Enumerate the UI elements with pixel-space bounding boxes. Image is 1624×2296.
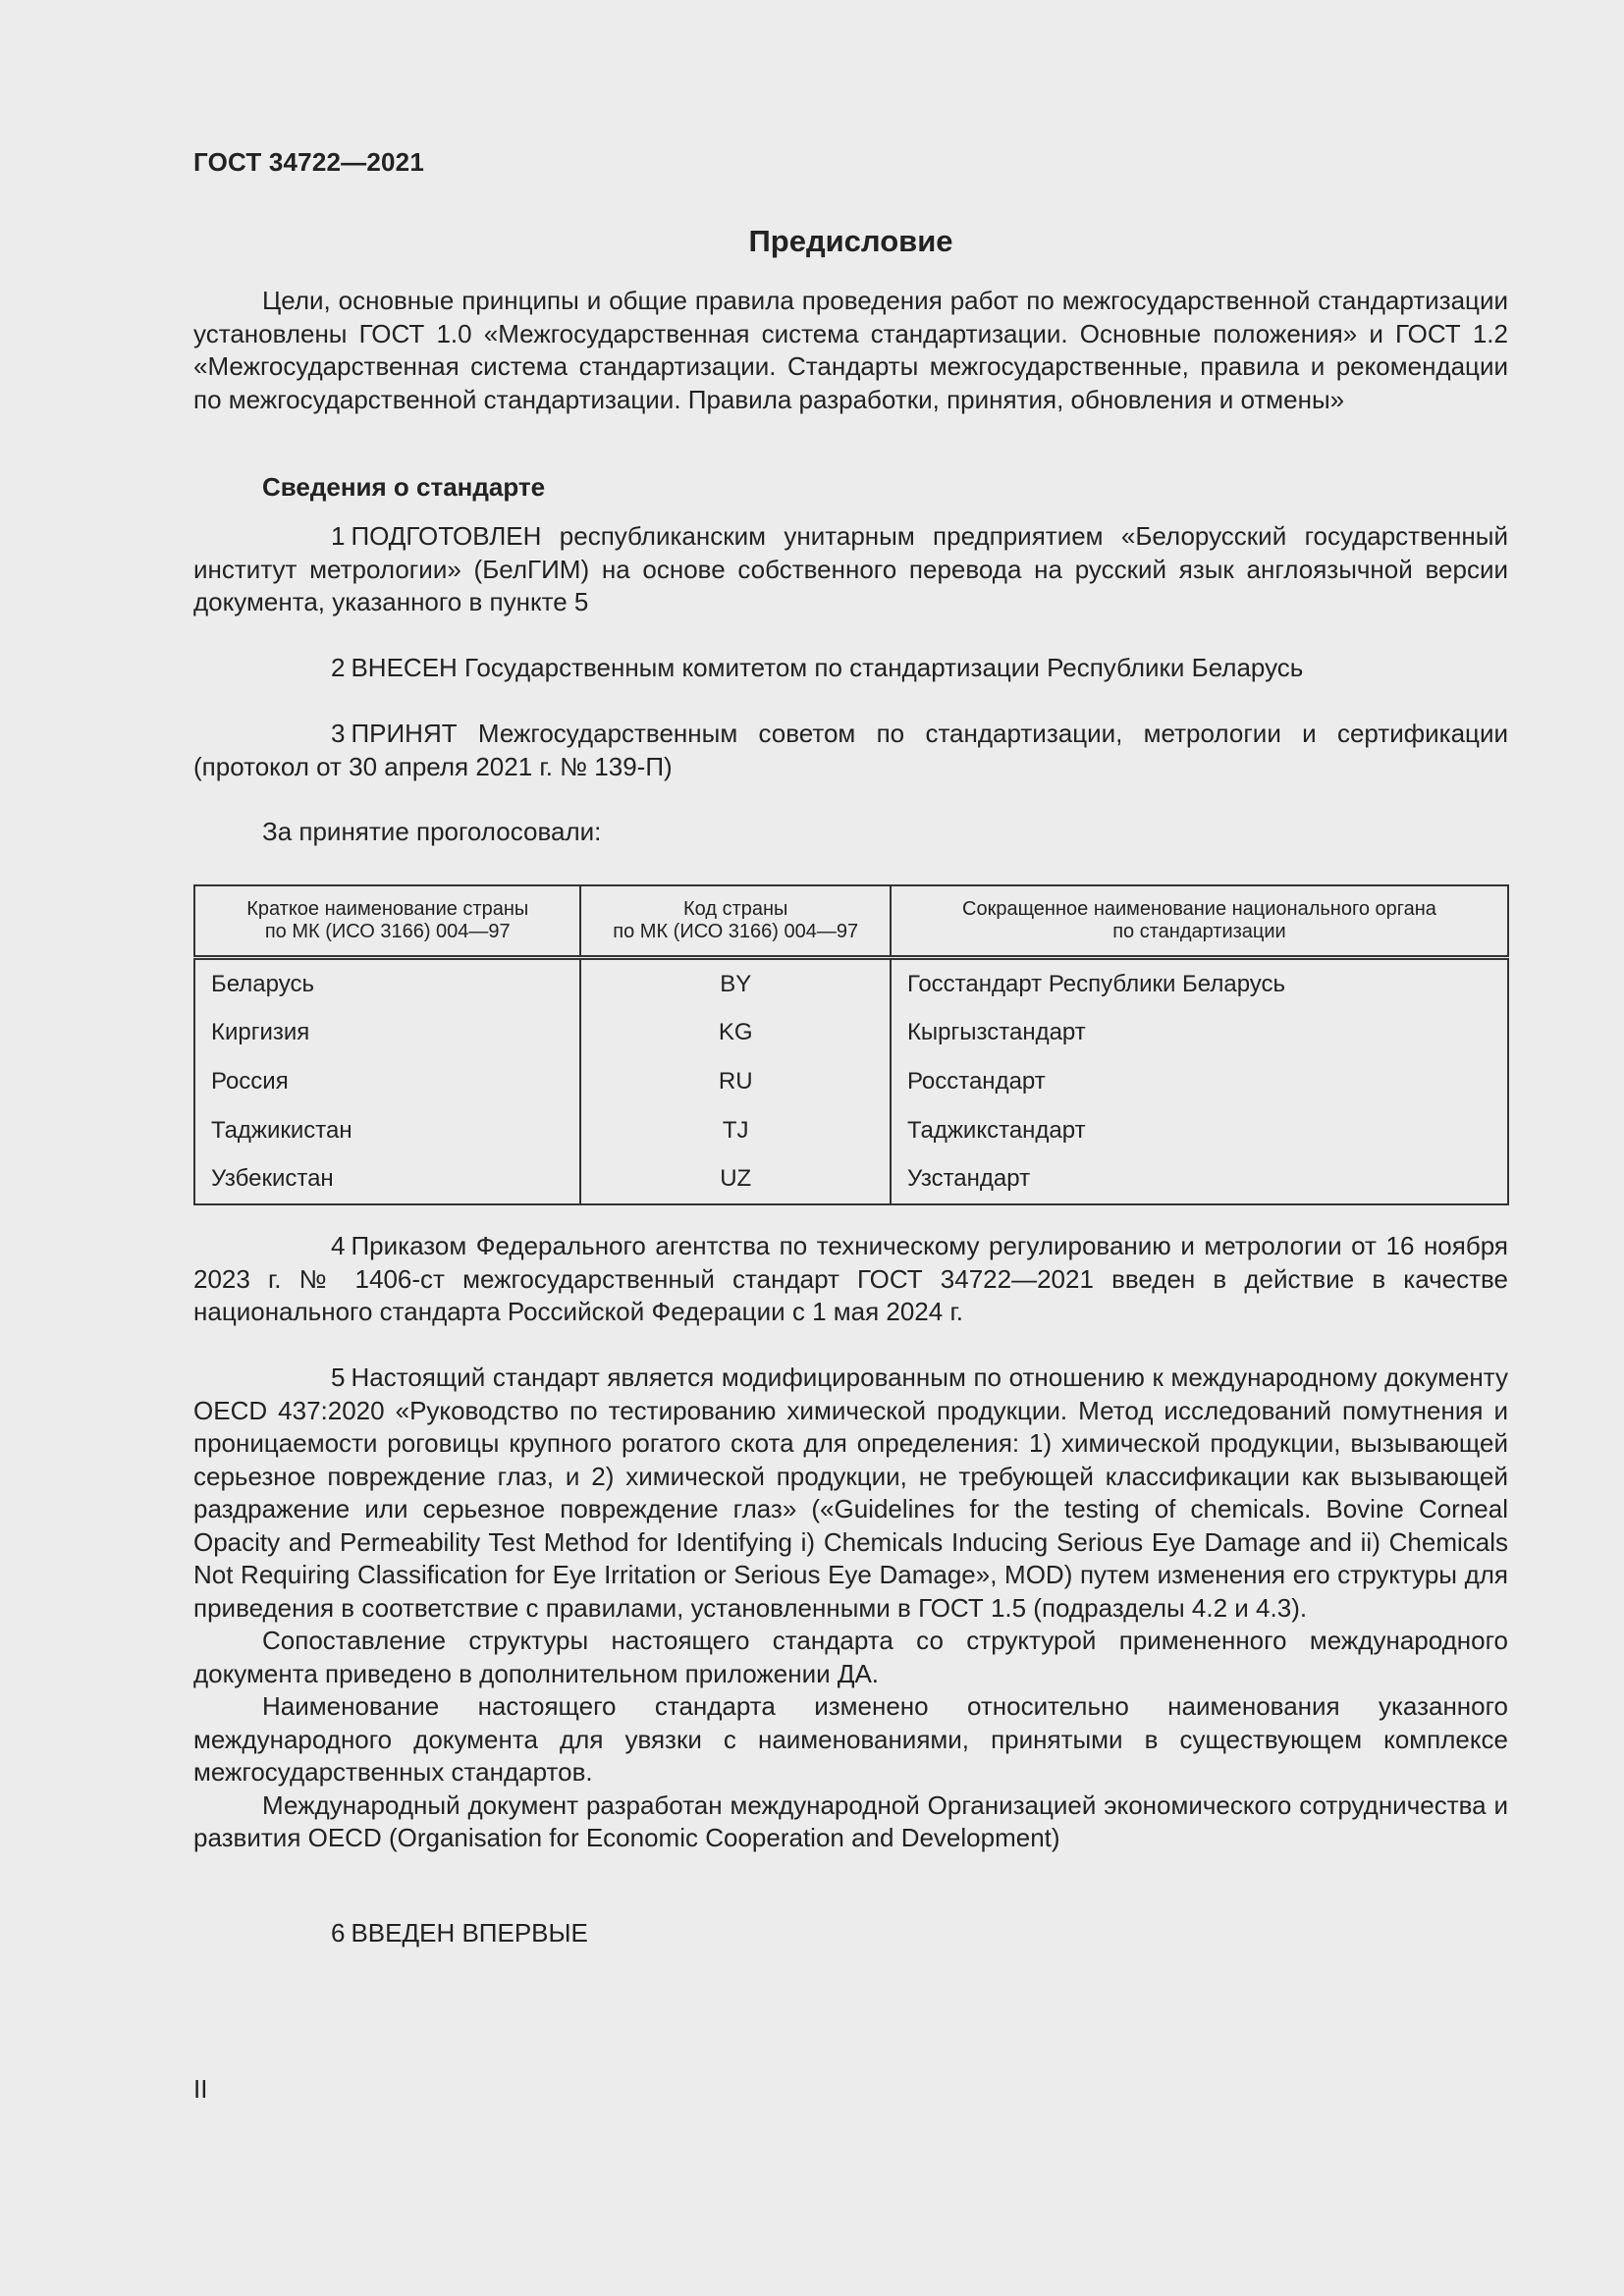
item-number: 4 (331, 1231, 346, 1260)
code-cell: TJ (580, 1106, 890, 1155)
voted-label: За принятие проголосовали: (262, 817, 602, 846)
item-text: Настоящий стандарт является модифицированным по отношению к международному документу OECD 437:2020 «Руководство по тестированию химической продукции. Метод исследований помутнения и проницаемости роговицы крупного рогатого скота для определения: 1) химической продукции, вызывающей серьезное повреждение глаз, и 2) химической продукции, не требующей классификации как вызывающей раздражение или серьезное повреждение глаз» («Guidelines for the testing of chemicals. Bovine Corneal Opacity and Permeability Test Method for Identifying i) Chemicals Inducing Serious Eye Damage and ii) Chemicals Not Requiring Classification for Eye Irritation or Serious Eye Damage», MOD) путем изменения его структуры для приведения в соответствие с правилами, установленными в ГОСТ 1.5 (подразделы 4.2 и 4.3). (193, 1362, 1508, 1623)
item-number: 5 (331, 1362, 346, 1392)
item-number: 2 (331, 653, 346, 682)
table-row (194, 1154, 1508, 1204)
table-row (194, 1106, 1508, 1155)
item-5-paragraph-1 (193, 1362, 1508, 1625)
intro-paragraph: Цели, основные принципы и общие правила проведения работ по межгосударственной стандартизации установлены ГОСТ 1.0 «Межгосударственная система стандартизации. Основные положения» и ГОСТ 1.2 «Межгосударственная система стандартизации. Стандарты межгосударственные, правила и рекомендации по межгосударственной стандартизации. Правила разработки, принятия, обновления и отмены» (193, 286, 1508, 414)
table-header-row (194, 885, 1508, 958)
item-number: 3 (331, 719, 346, 748)
body-cell: Кыргызстандарт (891, 1009, 1508, 1058)
page-title: Предисловие (748, 224, 953, 258)
item-text: Приказом Федерального агентства по техническому регулированию и метрологии от 16 ноября 2023 г. № 1406-ст межгосударственный стандарт ГОСТ 34722—2021 введен в действие в качестве национального стандарта Российской Федерации с 1 мая 2024 г. (193, 1231, 1508, 1326)
country-cell: Россия (194, 1057, 580, 1106)
info-heading: Сведения о стандарте (262, 472, 546, 502)
body-cell: Таджикстандарт (891, 1106, 1508, 1155)
column-header-body: Сокращенное наименование национального органа по стандартизации (891, 885, 1508, 958)
column-header-country: Краткое наименование страны по МК (ИСО 3166) 004—97 (194, 885, 580, 958)
item-1 (193, 520, 1508, 619)
item-5-paragraph-3: Наименование настоящего стандарта изменено относительно наименования указанного международного документа для увязки с наименованиями, принятыми в существующем комплексе межгосударственных стандартов. (193, 1691, 1508, 1787)
country-cell: Таджикистан (194, 1106, 580, 1155)
item-3 (193, 718, 1508, 783)
code-cell: UZ (580, 1154, 890, 1204)
code-cell: RU (580, 1057, 890, 1106)
item-text: ВВЕДЕН ВПЕРВЫЕ (351, 1918, 588, 1948)
table-row (194, 1009, 1508, 1058)
code-cell: KG (580, 1009, 890, 1058)
body-cell: Узстандарт (891, 1154, 1508, 1204)
item-4 (193, 1230, 1508, 1329)
code-cell: BY (580, 958, 890, 1009)
table-row (194, 1057, 1508, 1106)
table-row (194, 958, 1508, 1009)
country-cell: Узбекистан (194, 1154, 580, 1204)
country-cell: Беларусь (194, 958, 580, 1009)
item-6 (193, 1917, 1508, 1950)
item-text: ПРИНЯТ Межгосударственным советом по стандартизации, метрологии и сертификации (протокол от 30 апреля 2021 г. № 139-П) (193, 719, 1508, 781)
item-5-paragraph-4: Международный документ разработан международной Организацией экономического сотрудничества и развития OECD (Organisation for Economic Cooperation and Development) (193, 1789, 1508, 1852)
item-text: ВНЕСЕН Государственным комитетом по стандартизации Республики Беларусь (351, 653, 1304, 682)
standard-code-header: ГОСТ 34722—2021 (193, 147, 424, 177)
item-number: 6 (331, 1918, 346, 1948)
column-header-code: Код страны по МК (ИСО 3166) 004—97 (580, 885, 890, 958)
item-number: 1 (331, 521, 346, 551)
body-cell: Госстандарт Республики Беларусь (891, 958, 1508, 1009)
item-5 (193, 1362, 1508, 1855)
item-5-paragraph-2: Сопоставление структуры настоящего стандарта со структурой примененного международного документа приведено в дополнительном приложении ДА. (193, 1626, 1508, 1688)
item-text: ПОДГОТОВЛЕН республиканским унитарным предприятием «Белорусский государственный институт метрологии» (БелГИМ) на основе собственного перевода на русский язык англоязычной версии документа, указанного в пункте 5 (193, 521, 1508, 616)
country-cell: Киргизия (194, 1009, 580, 1058)
item-2 (193, 652, 1508, 685)
page-number: II (193, 2074, 208, 2104)
member-states-table (193, 884, 1509, 1205)
body-cell: Росстандарт (891, 1057, 1508, 1106)
